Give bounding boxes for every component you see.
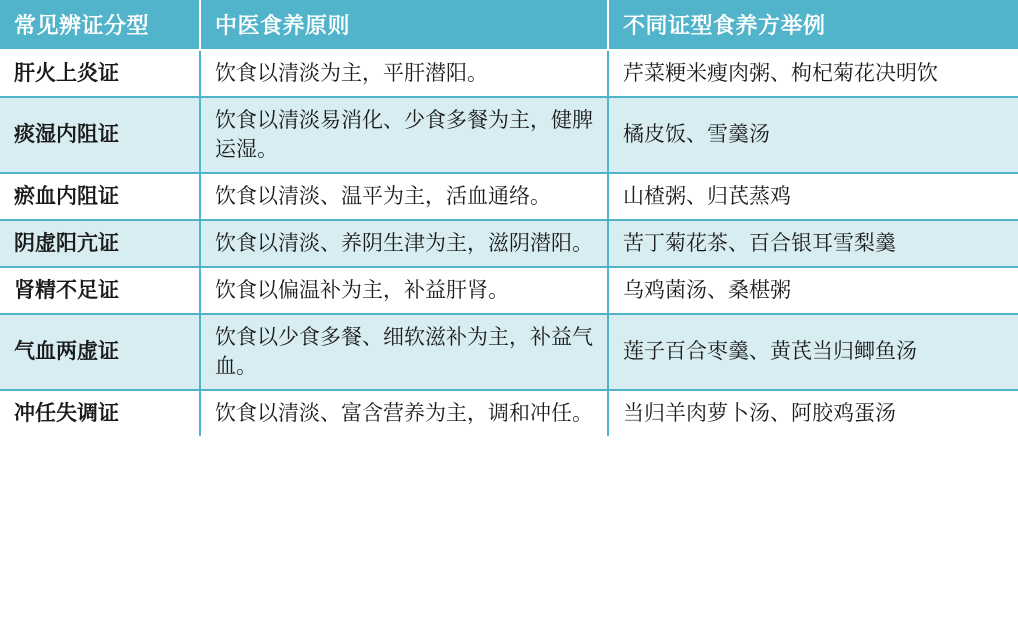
table-row [0, 314, 1018, 390]
cell-principle: 饮食以少食多餐、细软滋补为主，补益气血。 [200, 314, 608, 390]
cell-syndrome: 冲任失调证 [0, 390, 200, 436]
table-row [0, 97, 1018, 173]
cell-principle: 饮食以清淡为主，平肝潜阳。 [200, 50, 608, 97]
cell-syndrome: 气血两虚证 [0, 314, 200, 390]
cell-example: 当归羊肉萝卜汤、阿胶鸡蛋汤 [608, 390, 1018, 436]
cell-syndrome: 肾精不足证 [0, 267, 200, 314]
cell-principle: 饮食以偏温补为主，补益肝肾。 [200, 267, 608, 314]
cell-principle: 饮食以清淡、养阴生津为主，滋阴潜阳。 [200, 220, 608, 267]
cell-syndrome: 阴虚阳亢证 [0, 220, 200, 267]
table-header [0, 0, 1018, 50]
cell-syndrome: 瘀血内阻证 [0, 173, 200, 220]
cell-principle: 饮食以清淡、温平为主，活血通络。 [200, 173, 608, 220]
cell-syndrome: 痰湿内阻证 [0, 97, 200, 173]
table-body [0, 50, 1018, 436]
cell-example: 莲子百合枣羹、黄芪当归鲫鱼汤 [608, 314, 1018, 390]
table-row [0, 173, 1018, 220]
table-row [0, 267, 1018, 314]
cell-principle: 饮食以清淡、富含营养为主，调和冲任。 [200, 390, 608, 436]
cell-example: 橘皮饭、雪羹汤 [608, 97, 1018, 173]
cell-example: 山楂粥、归芪蒸鸡 [608, 173, 1018, 220]
cell-example: 芹菜粳米瘦肉粥、枸杞菊花决明饮 [608, 50, 1018, 97]
cell-principle: 饮食以清淡易消化、少食多餐为主，健脾运湿。 [200, 97, 608, 173]
cell-example: 乌鸡菌汤、桑椹粥 [608, 267, 1018, 314]
table-row [0, 220, 1018, 267]
cell-syndrome: 肝火上炎证 [0, 50, 200, 97]
column-header-principle: 中医食养原则 [200, 0, 608, 50]
column-header-example: 不同证型食养方举例 [608, 0, 1018, 50]
table-row [0, 50, 1018, 97]
table-header-row [0, 0, 1018, 50]
column-header-syndrome: 常见辨证分型 [0, 0, 200, 50]
cell-example: 苦丁菊花茶、百合银耳雪梨羹 [608, 220, 1018, 267]
table-row [0, 390, 1018, 436]
